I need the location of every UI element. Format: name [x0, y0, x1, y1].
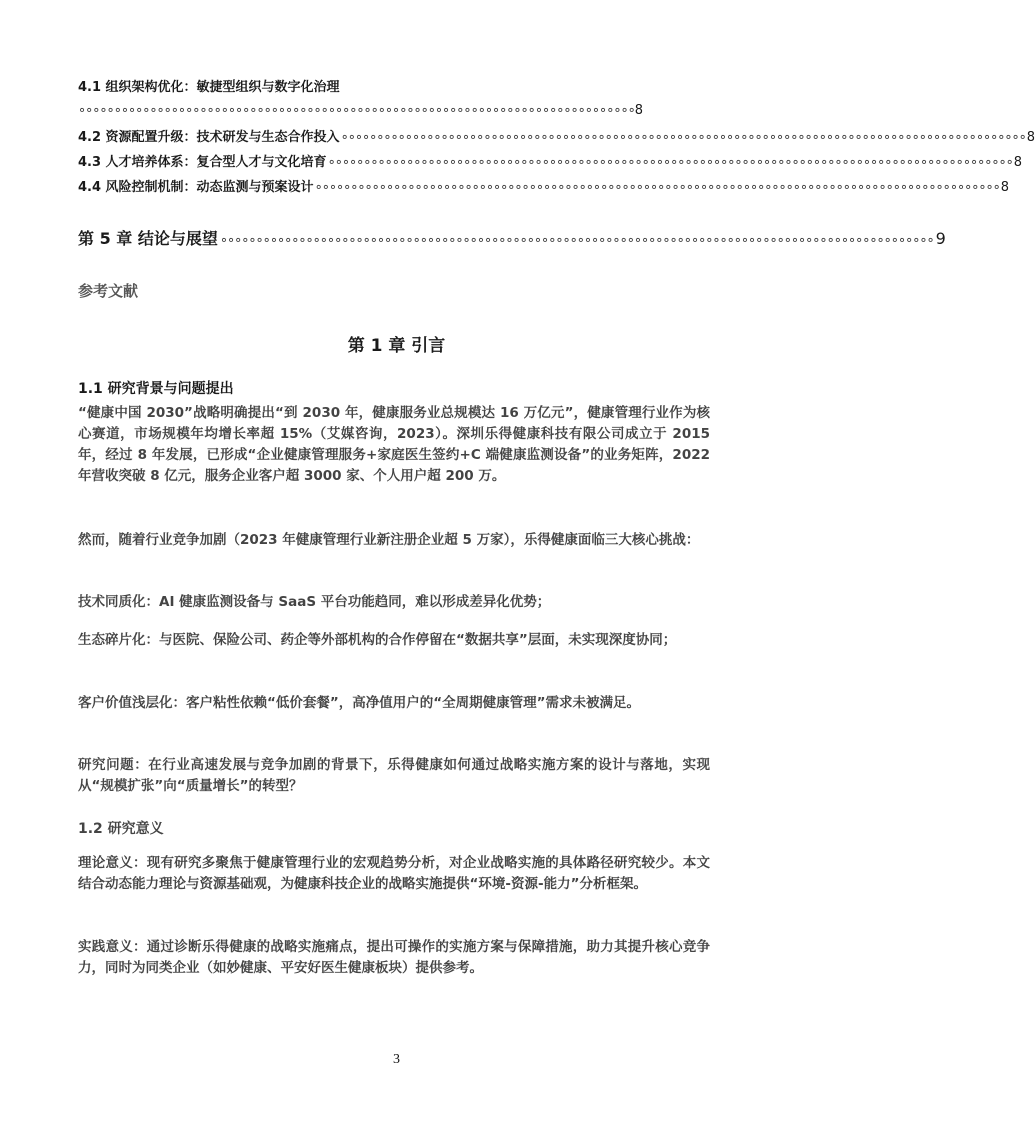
page-number: 3	[393, 1052, 400, 1067]
toc-leader: ∘∘∘∘∘∘∘∘∘∘∘∘∘∘∘∘∘∘∘∘∘∘∘∘∘∘∘∘∘∘∘∘∘∘∘∘∘∘∘∘∘∘∘∘∘∘∘∘∘∘∘∘∘∘∘∘∘∘∘∘∘∘∘∘∘∘∘∘∘∘∘∘∘∘∘∘∘∘∘∘∘∘∘∘∘∘∘∘∘∘∘∘∘∘∘∘∘∘∘∘	[219, 233, 934, 248]
paragraph-practical-significance: 实践意义：通过诊断乐得健康的战略实施痛点，提出可操作的实施方案与保障措施，助力其提升核心竞争力，同时为同类企业（如妙健康、平安好医生健康板块）提供参考。	[78, 939, 710, 976]
paragraph-ecosystem-fragmentation: 生态碎片化：与医院、保险公司、药企等外部机构的合作停留在“数据共享”层面，未实现深度协同；	[78, 632, 677, 648]
toc-item-4-1-page: 8	[634, 103, 644, 118]
toc-leader: ∘∘∘∘∘∘∘∘∘∘∘∘∘∘∘∘∘∘∘∘∘∘∘∘∘∘∘∘∘∘∘∘∘∘∘∘∘∘∘∘∘∘∘∘∘∘∘∘∘∘∘∘∘∘∘∘∘∘∘∘∘∘∘∘∘∘∘∘∘∘∘∘∘∘∘∘∘∘∘∘∘∘∘∘∘∘∘∘∘∘∘∘∘∘∘∘	[314, 180, 1000, 195]
toc-chapter-5-label: 第 5 章 结论与展望	[78, 229, 218, 248]
toc-item-4-2-page: 8	[1026, 130, 1035, 145]
paragraph-theoretical-significance: 理论意义：现有研究多聚焦于健康管理行业的宏观趋势分析，对企业战略实施的具体路径研究较少。本文结合动态能力理论与资源基础观，为健康科技企业的战略实施提供“环境-资源-能力”分析框架。	[78, 855, 710, 892]
toc-references[interactable]: 参考文献	[78, 282, 139, 300]
paragraph-customer-value: 客户价值浅层化：客户粘性依赖“低价套餐”，高净值用户的“全周期健康管理”需求未被满足。	[78, 695, 640, 711]
toc-item-4-1[interactable]	[78, 76, 708, 122]
toc-item-4-4-label: 4.4 风险控制机制：动态监测与预案设计	[78, 180, 314, 195]
toc-leader: ∘∘∘∘∘∘∘∘∘∘∘∘∘∘∘∘∘∘∘∘∘∘∘∘∘∘∘∘∘∘∘∘∘∘∘∘∘∘∘∘∘∘∘∘∘∘∘∘∘∘∘∘∘∘∘∘∘∘∘∘∘∘∘∘∘∘∘∘∘∘∘∘∘∘∘∘∘∘	[78, 103, 635, 118]
toc-item-4-2-label: 4.2 资源配置升级：技术研发与生态合作投入	[78, 130, 340, 145]
toc-item-4-1-label: 4.1 组织架构优化：敏捷型组织与数字化治理	[78, 80, 340, 95]
toc-item-4-4-page: 8	[1000, 180, 1010, 195]
paragraph-challenges-intro: 然而，随着行业竞争加剧（2023 年健康管理行业新注册企业超 5 万家），乐得健康面临三大核心挑战：	[78, 532, 700, 548]
chapter-title: 第 1 章 引言	[347, 336, 446, 356]
section-heading-1-2: 1.2 研究意义	[78, 821, 164, 837]
paragraph-research-question: 研究问题：在行业高速发展与竞争加剧的背景下，乐得健康如何通过战略实施方案的设计与落地，实现从“规模扩张”向“质量增长”的转型？	[78, 757, 710, 794]
toc-chapter-5-page: 9	[935, 229, 946, 248]
toc-leader: ∘∘∘∘∘∘∘∘∘∘∘∘∘∘∘∘∘∘∘∘∘∘∘∘∘∘∘∘∘∘∘∘∘∘∘∘∘∘∘∘∘∘∘∘∘∘∘∘∘∘∘∘∘∘∘∘∘∘∘∘∘∘∘∘∘∘∘∘∘∘∘∘∘∘∘∘∘∘∘∘∘∘∘∘∘∘∘∘∘∘∘∘∘∘∘∘	[327, 155, 1013, 170]
toc-item-4-3-label: 4.3 人才培养体系：复合型人才与文化培育	[78, 155, 327, 170]
toc-item-4-2[interactable]	[78, 126, 1035, 145]
toc-leader: ∘∘∘∘∘∘∘∘∘∘∘∘∘∘∘∘∘∘∘∘∘∘∘∘∘∘∘∘∘∘∘∘∘∘∘∘∘∘∘∘∘∘∘∘∘∘∘∘∘∘∘∘∘∘∘∘∘∘∘∘∘∘∘∘∘∘∘∘∘∘∘∘∘∘∘∘∘∘∘∘∘∘∘∘∘∘∘∘∘∘∘∘∘∘∘∘	[340, 130, 1026, 145]
toc-item-4-4[interactable]	[78, 176, 1010, 195]
toc-item-4-3[interactable]	[78, 151, 1023, 170]
paragraph-tech-homogenization: 技术同质化：AI 健康监测设备与 SaaS 平台功能趋同，难以形成差异化优势；	[78, 594, 551, 610]
toc-item-4-3-page: 8	[1013, 155, 1023, 170]
section-heading-1-1: 1.1 研究背景与问题提出	[78, 381, 234, 397]
paragraph-background: “健康中国 2030”战略明确提出“到 2030 年，健康服务业总规模达 16 万亿元”，健康管理行业作为核心赛道，市场规模年均增长率超 15%（艾媒咨询，2023）。深圳乐得健康科技有限公司成立于 2015 年，经过 8 年发展，已形成“企业健康管理服务+家庭医生签约+C 端健康监测设备”的业务矩阵，2022 年营收突破 8 亿元，服务企业客户超 3000 家、个人用户超 200 万。	[78, 405, 710, 484]
toc-chapter-5[interactable]	[78, 226, 946, 248]
